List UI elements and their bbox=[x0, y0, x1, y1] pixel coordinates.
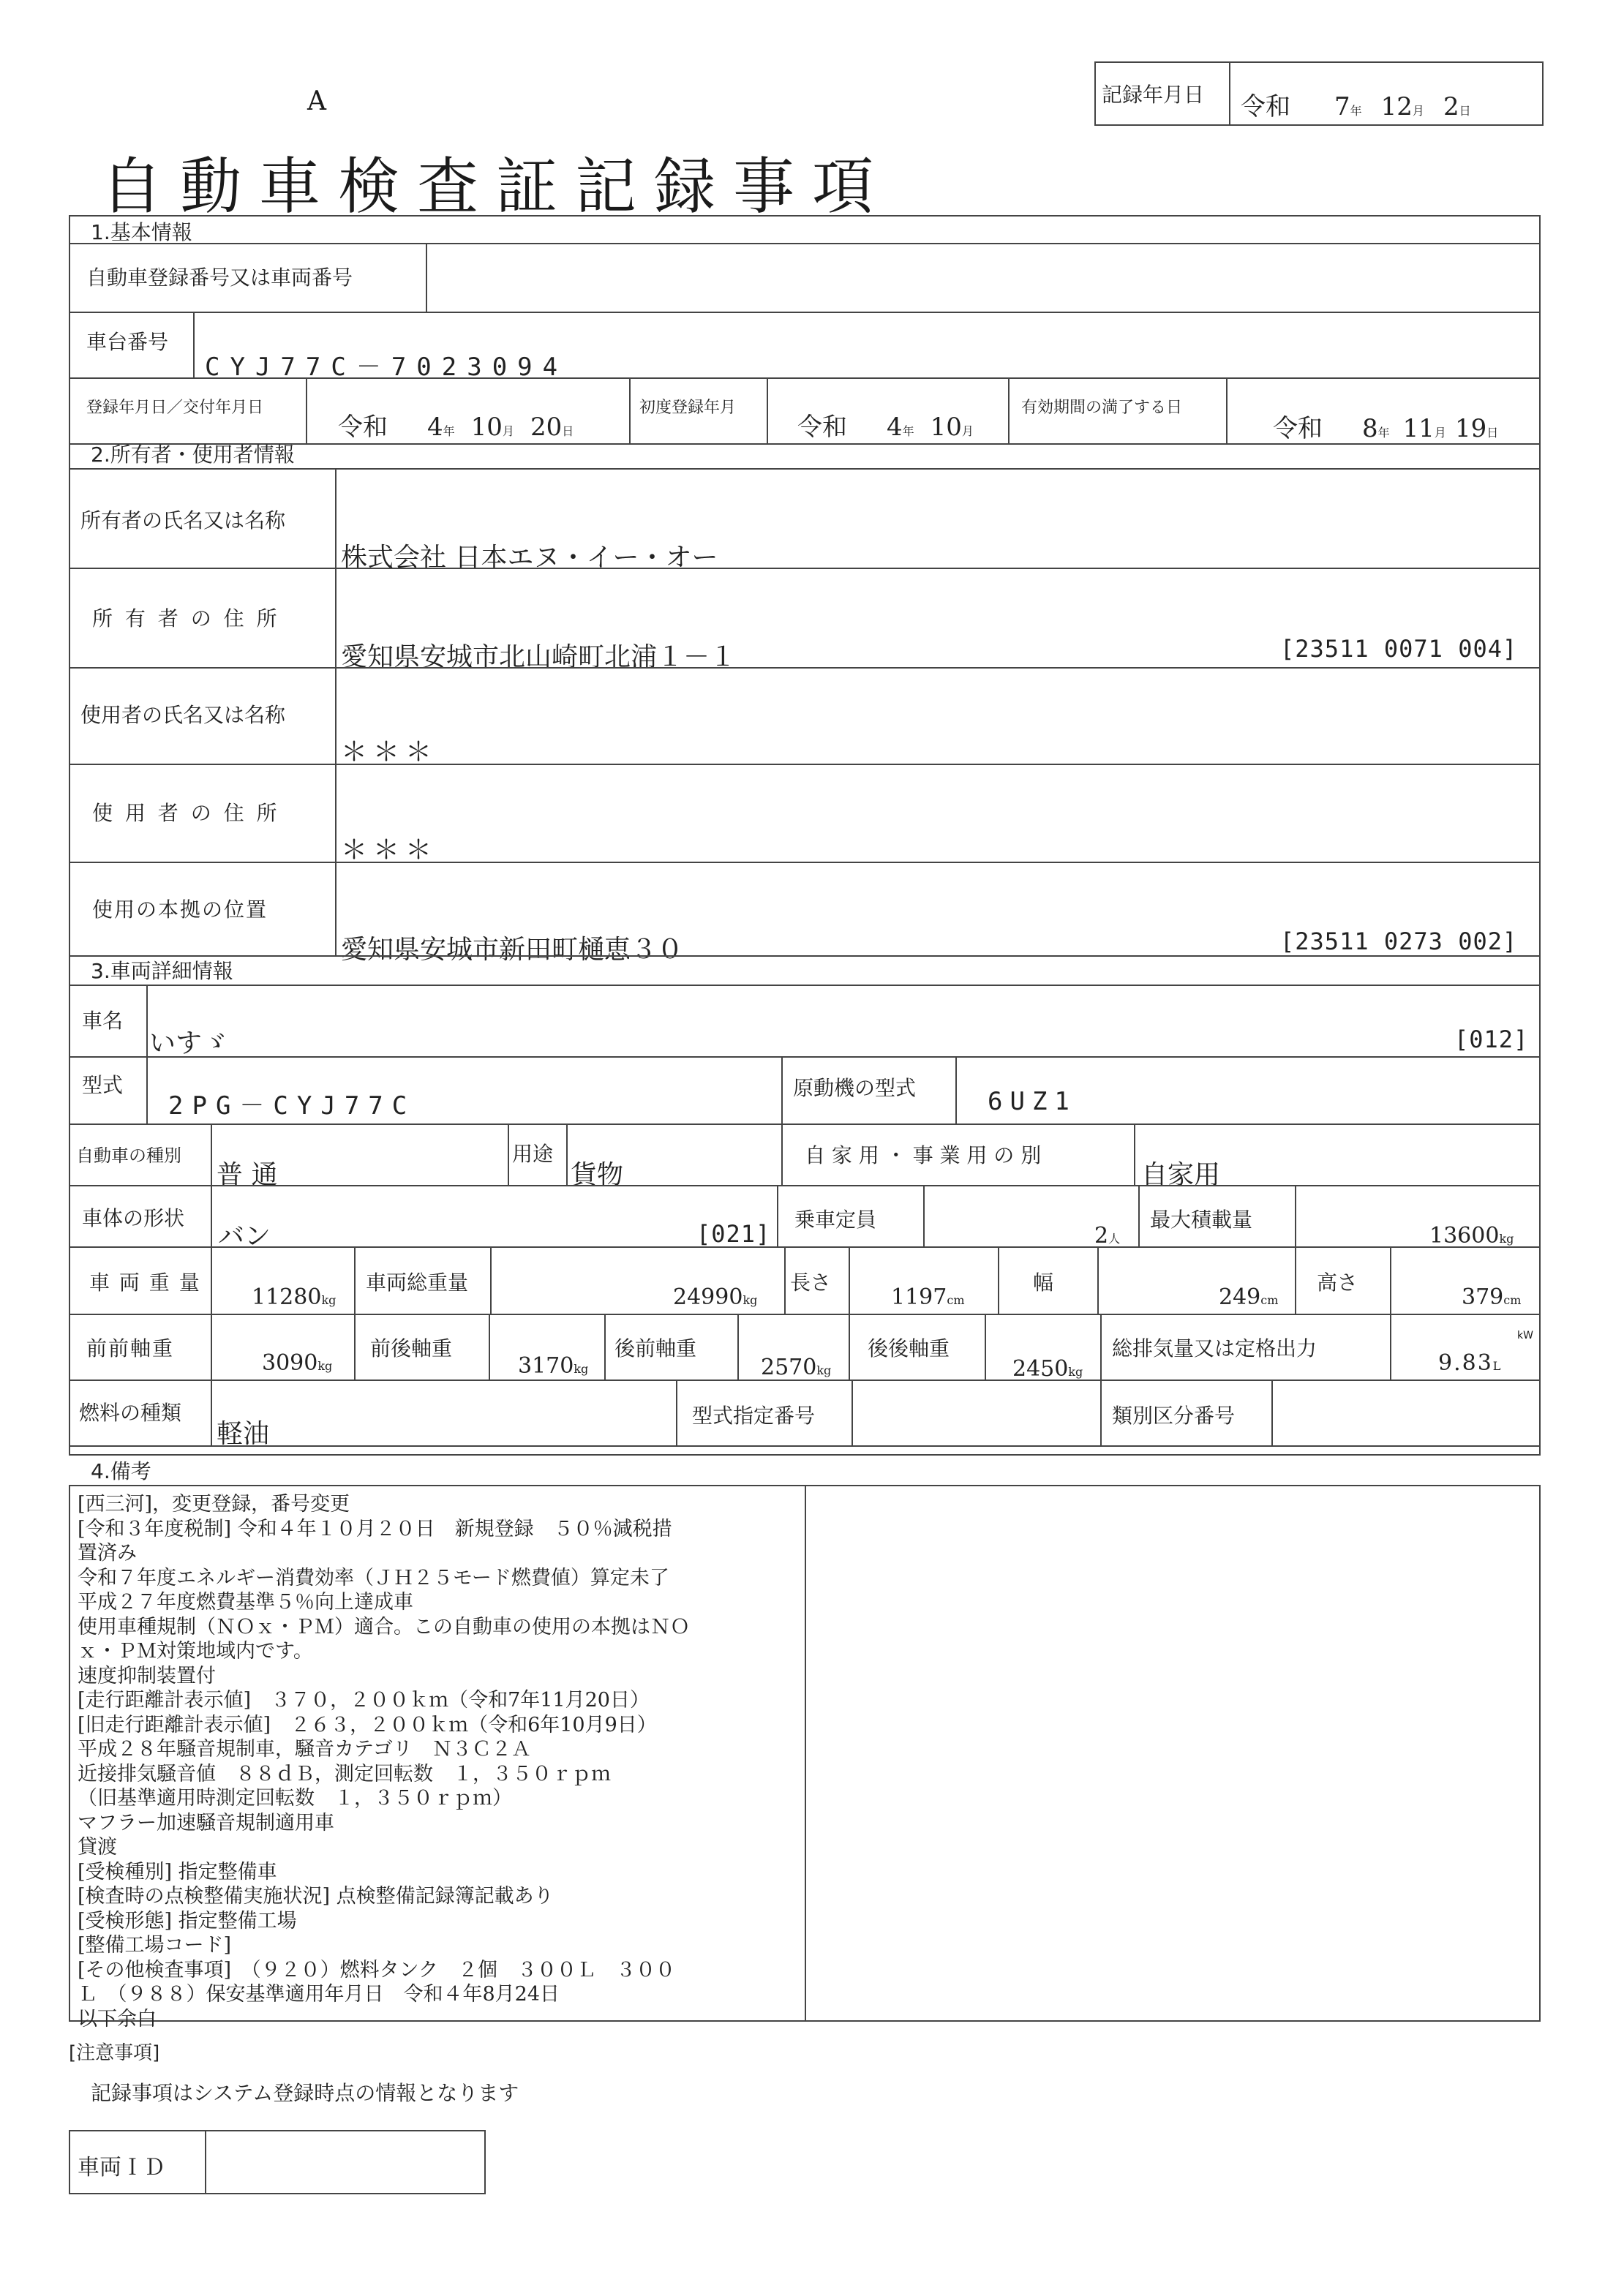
model-label: 型式 bbox=[82, 1073, 124, 1097]
base-location-label: 使用の本拠の位置 bbox=[92, 897, 268, 922]
max-load-value: 13600kg bbox=[1429, 1223, 1514, 1249]
first-reg-label: 初度登録年月 bbox=[639, 399, 737, 417]
private-business-value: 自家用 bbox=[1141, 1160, 1221, 1190]
engine-value: 6UZ1 bbox=[988, 1087, 1077, 1116]
capacity-label: 乗車定員 bbox=[794, 1208, 877, 1232]
owner-address-code: [23511 0071 004] bbox=[1280, 635, 1518, 663]
section-vehicle-title: 3.車両詳細情報 bbox=[91, 959, 233, 983]
notice-text: 記録事項はシステム登録時点の情報となります bbox=[91, 2081, 519, 2105]
front-rear-axle-value: 3170kg bbox=[518, 1353, 589, 1379]
rear-rear-axle-value: 2450kg bbox=[1012, 1356, 1083, 1382]
body-shape-label: 車体の形状 bbox=[82, 1206, 185, 1230]
kind-value: 普 通 bbox=[217, 1160, 278, 1190]
use-value: 貨物 bbox=[571, 1160, 624, 1190]
first-reg-value: 令和 4年 10月 bbox=[797, 413, 974, 442]
kind-label: 自動車の種別 bbox=[76, 1145, 181, 1166]
width-value: 249cm bbox=[1219, 1284, 1279, 1310]
expiry-label: 有効期間の満了する日 bbox=[1021, 399, 1183, 417]
chassis-value: CYJ77C－7023094 bbox=[205, 353, 568, 382]
kw-unit: kW bbox=[1517, 1330, 1533, 1341]
fuel-type-label: 燃料の種類 bbox=[79, 1401, 182, 1425]
body-shape-code: [021] bbox=[696, 1220, 771, 1248]
fuel-type-value: 軽油 bbox=[217, 1419, 270, 1449]
displacement-label: 総排気量又は定格出力 bbox=[1112, 1336, 1317, 1360]
make-value: いすゞ bbox=[149, 1028, 229, 1058]
length-label: 長さ bbox=[790, 1271, 832, 1295]
section-remarks-title: 4.備考 bbox=[91, 1459, 151, 1483]
weight-label: 車 両 重 量 bbox=[89, 1271, 201, 1295]
gross-weight-label: 車両総重量 bbox=[366, 1271, 469, 1295]
use-label: 用途 bbox=[512, 1142, 554, 1166]
rear-rear-axle-label: 後後軸重 bbox=[868, 1336, 950, 1360]
capacity-value: 2人 bbox=[1094, 1223, 1121, 1249]
owner-address-value: 愛知県安城市北山崎町北浦１－１ bbox=[341, 642, 737, 672]
width-label: 幅 bbox=[1033, 1271, 1054, 1295]
reg-number-label: 自動車登録番号又は車両番号 bbox=[86, 266, 353, 290]
owner-name-value: 株式会社 日本エヌ・イー・オー bbox=[341, 543, 718, 573]
reg-date-label: 登録年月日／交付年月日 bbox=[86, 399, 264, 417]
form-letter: A bbox=[307, 86, 326, 116]
max-load-label: 最大積載量 bbox=[1150, 1208, 1253, 1232]
owner-name-label: 所有者の氏名又は名称 bbox=[80, 508, 286, 532]
owner-address-label: 所 有 者 の 住 所 bbox=[92, 606, 280, 631]
displacement-value: 9.83L bbox=[1438, 1350, 1503, 1376]
user-name-label: 使用者の氏名又は名称 bbox=[80, 703, 286, 727]
vehicle-id-label: 車両ＩＤ bbox=[78, 2155, 165, 2180]
make-label: 車名 bbox=[82, 1009, 124, 1033]
height-label: 高さ bbox=[1317, 1271, 1358, 1295]
type-designation-label: 型式指定番号 bbox=[692, 1404, 816, 1428]
body-shape-value: バン bbox=[218, 1222, 271, 1251]
notice-title: [注意事項] bbox=[69, 2042, 160, 2064]
front-front-axle-label: 前前軸重 bbox=[86, 1336, 175, 1360]
private-business-label: 自 家 用 ・ 事 業 用 の 別 bbox=[805, 1143, 1042, 1167]
weight-value: 11280kg bbox=[252, 1284, 337, 1310]
chassis-label: 車台番号 bbox=[86, 330, 169, 354]
reg-date-value: 令和 4年 10月 20日 bbox=[338, 413, 574, 442]
category-label: 類別区分番号 bbox=[1112, 1404, 1236, 1428]
remarks-text: [西三河]，変更登録，番号変更 [令和３年度税制] 令和４年１０月２０日 新規登録 ５０％減税措 置済み 令和７年度エネルギー消費効率（ＪＨ２５モード燃費値）算定未了 平成２７年度燃費基準５％向上達成車 使用車種規制（ＮＯｘ・ＰＭ）適合。この自動車の使用の本拠はＮＯ ｘ・ＰＭ対策地域内です。 速度抑制装置付 [走行距離計表示値] ３７０，２００ｋｍ（令和7年11月20日） [旧走行距離計表示値] ２６３，２００ｋｍ（令和6年10月9日） 平成２８年騒音規制車，騒音カテゴリ Ｎ３Ｃ２Ａ 近接排気騒音値 ８８ｄＢ，測定回転数 １，３５０ｒｐｍ （旧基準適用時測定回転数 １，３５０ｒｐｍ） マフラー加速騒音規制適用車 貸渡 [受検種別] 指定整備車 [検査時の点検整備実施状況] 点検整備記録簿記載あり [受検形態] 指定整備工場 [整備工場コード] [その他検査事項] （９２０）燃料タンク ２個 ３００Ｌ ３００ Ｌ （９８８）保安基準適用年月日 令和４年8月24日 以下余白 bbox=[78, 1493, 690, 2030]
gross-weight-value: 24990kg bbox=[673, 1284, 758, 1310]
section-basic-title: 1.基本情報 bbox=[91, 220, 192, 244]
user-address-value: ＊＊＊ bbox=[341, 835, 438, 865]
engine-label: 原動機の型式 bbox=[793, 1076, 917, 1100]
record-date-value: 令和 7年 12月 2日 bbox=[1241, 92, 1471, 121]
section-owner-title: 2.所有者・使用者情報 bbox=[91, 443, 295, 467]
page-title: 自動車検査証記録事項 bbox=[101, 151, 892, 222]
base-location-code: [23511 0273 002] bbox=[1280, 927, 1518, 955]
user-name-value: ＊＊＊ bbox=[341, 737, 438, 767]
front-front-axle-value: 3090kg bbox=[262, 1350, 333, 1376]
model-value: 2PG－CYJ77C bbox=[168, 1091, 416, 1121]
front-rear-axle-label: 前後軸重 bbox=[370, 1336, 453, 1360]
make-code: [012] bbox=[1454, 1025, 1529, 1053]
base-location-value: 愛知県安城市新田町樋恵３０ bbox=[341, 935, 684, 965]
user-address-label: 使 用 者 の 住 所 bbox=[92, 801, 280, 825]
rear-front-axle-value: 2570kg bbox=[761, 1355, 832, 1380]
height-value: 379cm bbox=[1462, 1284, 1522, 1310]
record-date-label: 記録年月日 bbox=[1102, 83, 1205, 107]
length-value: 1197cm bbox=[891, 1284, 965, 1310]
expiry-value: 令和 8年 11月 19日 bbox=[1273, 414, 1499, 443]
rear-front-axle-label: 後前軸重 bbox=[614, 1336, 697, 1360]
